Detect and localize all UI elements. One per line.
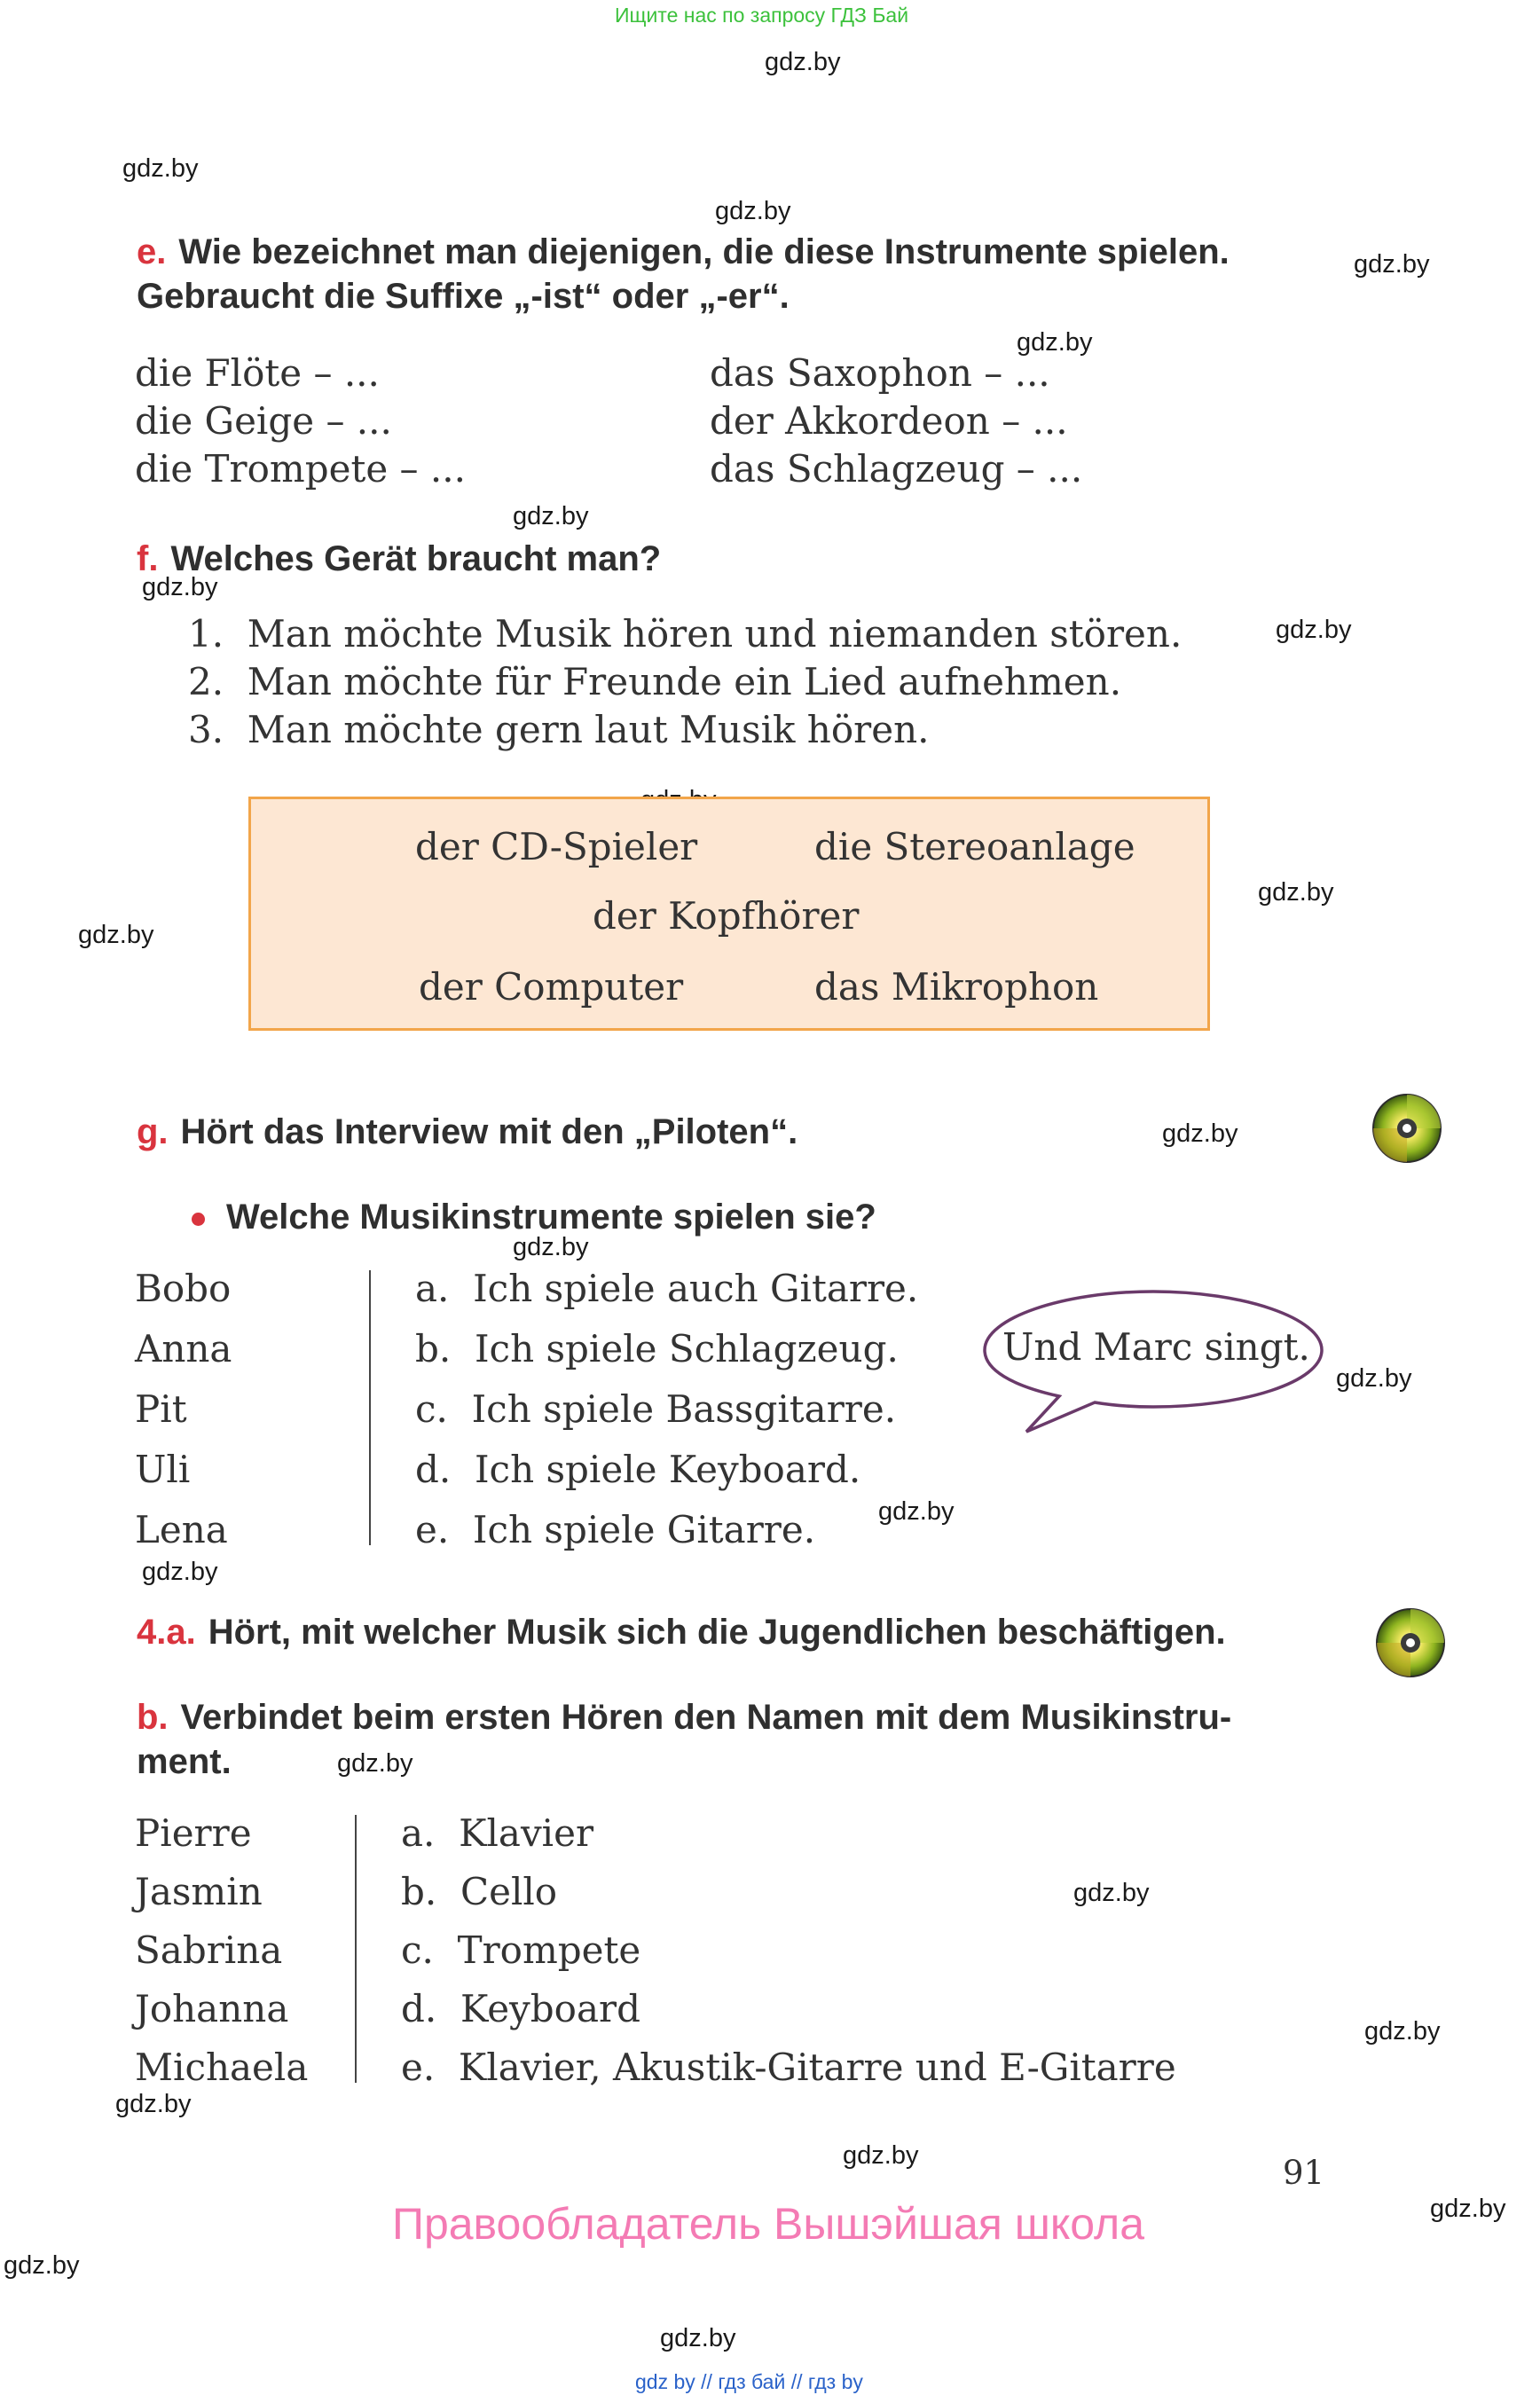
watermark: gdz.by [337,1749,413,1778]
answer-text: Ich spiele Schlagzeug. [474,1327,899,1370]
answer-letter: a. [415,1267,450,1310]
watermark: gdz.by [513,502,589,530]
list-item: der Akkordeon – ... [710,399,1068,443]
name-item: Pit [135,1387,187,1431]
watermark: gdz.by [765,48,841,76]
column-divider [355,1815,357,2083]
watermark: gdz.by [78,921,154,949]
task-letter: 4.a. [137,1613,196,1652]
task-letter: f. [137,539,159,578]
instrument-letter: d. [401,1987,437,2030]
name-item: Michaela [135,2046,309,2089]
instrument-letter: c. [401,1928,434,1972]
watermark: gdz.by [1364,2017,1441,2046]
page-number: 91 [1283,2154,1325,2192]
item-number: 2. [188,660,224,703]
list-item: das Saxophon – ... [710,351,1050,395]
instrument-text: Cello [460,1870,558,1913]
task-4b-heading [137,1698,1231,1738]
answer-letter: d. [415,1448,452,1491]
name-item: Johanna [135,1987,289,2030]
item-text: Man möchte gern laut Musik hören. [247,708,930,751]
instrument-text: Klavier [459,1811,594,1855]
name-item: Sabrina [135,1928,283,1972]
instrument-letter: e. [401,2046,436,2089]
task-g-title: Hört das Interview mit den „Piloten“. [180,1112,798,1151]
watermark: gdz.by [513,1233,589,1261]
footer-links[interactable]: gdz by // гдз бай // гдз by [635,2370,863,2393]
task-letter: e. [137,232,167,271]
instrument-item [401,2046,1176,2089]
answer-item [415,1508,815,1551]
task-4a-text: Hört, mit welcher Musik sich die Jugendlichen beschäftigen. [208,1613,1226,1652]
task-f-title: Welches Gerät braucht man? [170,539,662,578]
task-4a-heading [137,1613,1226,1653]
column-divider [369,1270,371,1545]
task-letter: g. [137,1112,169,1151]
watermark: gdz.by [1017,328,1093,357]
name-item: Lena [135,1508,228,1551]
watermark: gdz.by [1430,2195,1506,2223]
watermark: gdz.by [1276,616,1352,644]
answer-letter: e. [415,1508,450,1551]
task-e-line1: Wie bezeichnet man diejenigen, die diese Instrumente spielen. [178,232,1230,271]
watermark: gdz.by [142,1558,218,1586]
box-word: der Computer [419,965,684,1009]
task-4b-line1: Verbindet beim ersten Hören den Namen mit dem Musikinstru- [180,1698,1232,1737]
watermark: gdz.by [878,1497,955,1526]
answer-item [415,1267,918,1310]
copyright-notice: Правообладатель Вышэйшая школа [392,2199,1144,2249]
task-e-heading [137,232,1230,272]
name-item: Jasmin [135,1870,263,1913]
bullet-icon [192,1213,205,1226]
item-text: Man möchte Musik hören und niemanden stören. [247,612,1182,656]
watermark: gdz.by [142,573,218,601]
watermark: gdz.by [660,2324,736,2352]
numbered-item [188,660,1121,703]
task-g-heading [137,1112,798,1152]
name-item: Bobo [135,1267,232,1310]
item-text: Man möchte für Freunde ein Lied aufnehmen. [247,660,1122,703]
watermark: gdz.by [1162,1119,1238,1148]
list-item: die Flöte – ... [135,351,380,395]
answer-text: Ich spiele Bassgitarre. [471,1387,897,1431]
instrument-text: Trompete [457,1928,641,1972]
watermark: gdz.by [1336,1364,1412,1393]
watermark: gdz.by [1354,250,1430,279]
task-f-heading [137,539,661,579]
answer-letter: c. [415,1387,448,1431]
item-number: 1. [188,612,224,656]
task-4b-line2: ment. [137,1742,232,1781]
watermark: gdz.by [1073,1879,1150,1907]
answer-item [415,1387,896,1431]
task-e-line2: Gebraucht die Suffixe „-ist“ oder „-er“. [137,277,790,316]
box-word: der CD-Spieler [415,825,698,868]
item-number: 3. [188,708,224,751]
instrument-text: Klavier, Akustik-Gitarre und E-Gitarre [458,2046,1176,2089]
numbered-item [188,708,929,751]
task-letter: b. [137,1698,169,1737]
watermark: gdz.by [1258,878,1334,907]
list-item: die Trompete – ... [135,447,466,491]
instrument-text: Keyboard [460,1987,640,2030]
speech-bubble-text: Und Marc singt. [1002,1325,1310,1369]
numbered-item [188,612,1182,656]
watermark: gdz.by [115,2090,192,2118]
answer-item [415,1448,860,1491]
answer-text: Ich spiele Keyboard. [474,1448,861,1491]
top-banner[interactable]: Ищите нас по запросу ГДЗ Бай [615,4,909,27]
answer-text: Ich spiele auch Gitarre. [473,1267,919,1310]
watermark: gdz.by [715,197,791,225]
instrument-item [401,1928,640,1972]
instrument-item [401,1987,640,2030]
answer-text: Ich spiele Gitarre. [472,1508,816,1551]
answer-item [415,1327,899,1370]
name-item: Anna [135,1327,232,1370]
instrument-letter: b. [401,1870,437,1913]
instrument-item [401,1811,593,1855]
name-item: Pierre [135,1811,252,1855]
task-g-bullet [192,1198,876,1237]
watermark: gdz.by [843,2141,919,2170]
box-word: der Kopfhörer [593,894,860,938]
list-item: das Schlagzeug – ... [710,447,1083,491]
watermark: gdz.by [122,154,199,183]
list-item: die Geige – ... [135,399,392,443]
instrument-item [401,1870,557,1913]
watermark: gdz.by [4,2251,80,2280]
cd-disc-icon[interactable] [1371,1093,1442,1164]
instrument-letter: a. [401,1811,436,1855]
cd-disc-icon[interactable] [1375,1607,1446,1678]
name-item: Uli [135,1448,191,1491]
bullet-text: Welche Musikinstrumente spielen sie? [226,1198,876,1237]
box-word: die Stereoanlage [814,825,1135,868]
answer-letter: b. [415,1327,452,1370]
box-word: das Mikrophon [814,965,1099,1009]
